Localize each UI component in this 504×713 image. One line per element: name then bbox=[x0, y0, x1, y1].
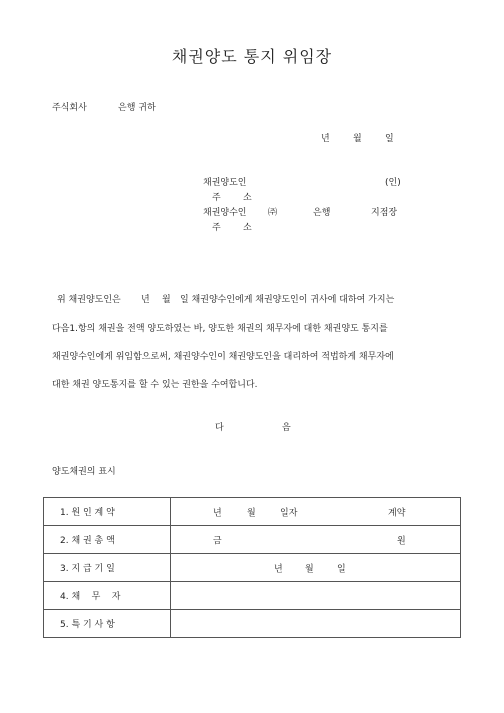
amount-prefix: 금 bbox=[213, 536, 222, 546]
body-line2: 다음1.항의 채권을 전액 양도하였는 바, 양도한 채권의 채무자에 대한 채권양도 통지를 bbox=[52, 324, 388, 334]
seal-mark: (인) bbox=[385, 178, 401, 188]
amount-suffix: 원 bbox=[397, 536, 406, 546]
address2-label-char1: 주 bbox=[212, 223, 221, 233]
contract-year: 년 bbox=[213, 508, 222, 518]
table-row bbox=[44, 498, 461, 526]
row-label-debtor: 4. 채 무 자 bbox=[44, 582, 171, 610]
date-day: 일 bbox=[385, 134, 394, 144]
assignee-label: 채권양수인 bbox=[203, 208, 247, 218]
contract-month: 월 bbox=[247, 508, 256, 518]
recipient-bank: 은행 귀하 bbox=[118, 103, 156, 113]
address-label-char1: 주 bbox=[212, 193, 221, 203]
address-label-char2: 소 bbox=[243, 193, 252, 203]
body-line1-b: 년 bbox=[141, 295, 150, 305]
table-row bbox=[44, 582, 461, 610]
date-year: 년 bbox=[321, 134, 330, 144]
due-month: 월 bbox=[305, 564, 314, 574]
heading-left: 다 bbox=[215, 423, 224, 433]
date-month: 월 bbox=[353, 134, 362, 144]
table-row bbox=[44, 526, 461, 554]
section-title: 양도채권의 표시 bbox=[52, 467, 116, 477]
due-day: 일 bbox=[337, 564, 346, 574]
assignee-bank: 은행 bbox=[313, 208, 331, 218]
row-value-contract bbox=[171, 498, 461, 526]
table-row bbox=[44, 554, 461, 582]
row-label-amount: 2. 채 권 총 액 bbox=[44, 526, 171, 554]
row-label-contract: 1. 원 인 계 약 bbox=[44, 498, 171, 526]
recipient-company: 주식회사 bbox=[52, 103, 87, 113]
table-row bbox=[44, 610, 461, 638]
assignor-label: 채권양도인 bbox=[203, 178, 247, 188]
row-label-due-date: 3. 지 급 기 일 bbox=[44, 554, 171, 582]
row-label-notes: 5. 특 기 사 항 bbox=[44, 610, 171, 638]
assignee-branch: 지점장 bbox=[371, 208, 398, 218]
heading-right: 음 bbox=[282, 423, 291, 433]
body-line4: 대한 채권 양도통지를 할 수 있는 권한을 수여합니다. bbox=[52, 380, 258, 390]
contract-date: 일자 bbox=[280, 508, 298, 518]
address2-label-char2: 소 bbox=[243, 223, 252, 233]
row-value-due-date bbox=[171, 554, 461, 582]
body-line3: 채권양수인에게 위임함으로써, 채권양수인이 채권양도인을 대리하여 적법하게 채무자에 bbox=[52, 352, 394, 362]
contract-suffix: 계약 bbox=[388, 508, 406, 518]
body-line1-c: 월 bbox=[162, 295, 171, 305]
row-value-amount bbox=[171, 526, 461, 554]
row-value-debtor bbox=[171, 582, 461, 610]
assigned-claims-table bbox=[43, 497, 461, 638]
body-line1-a: 위 채권양도인은 bbox=[57, 295, 121, 305]
body-line1-d: 일 채권양수인에게 채권양도인이 귀사에 대하여 가지는 bbox=[180, 295, 395, 305]
row-value-notes bbox=[171, 610, 461, 638]
corp-mark: ㈜ bbox=[268, 208, 278, 218]
due-year: 년 bbox=[274, 564, 283, 574]
document-title: 채권양도 통지 위임장 bbox=[171, 47, 333, 66]
